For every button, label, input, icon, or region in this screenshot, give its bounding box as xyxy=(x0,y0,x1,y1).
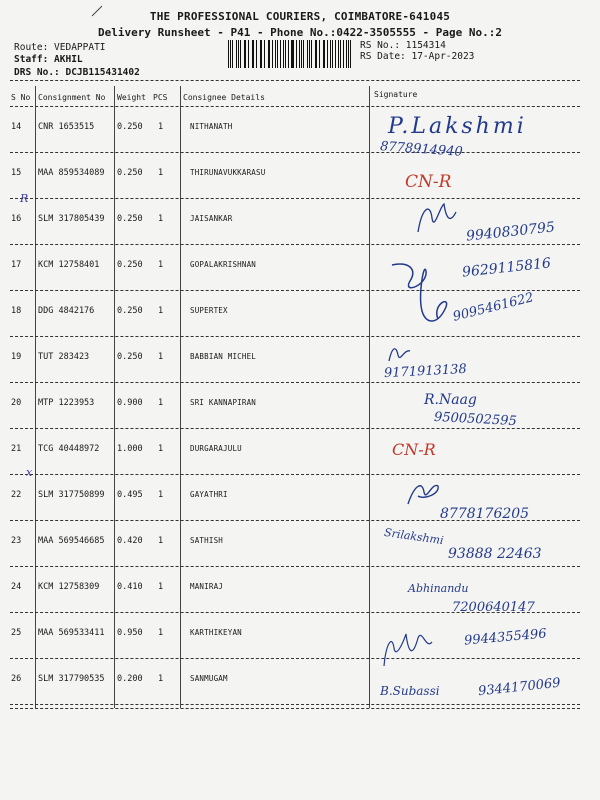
row-separator xyxy=(10,198,580,199)
row-pcs: 1 xyxy=(158,536,164,546)
row-consignment-no: KCM 12758401 xyxy=(38,260,100,270)
row-consignee: BABBIAN MICHEL xyxy=(190,352,257,361)
row-sno: 17 xyxy=(11,260,22,270)
col-divider xyxy=(35,86,36,708)
phone-17: 9629115816 xyxy=(461,255,552,281)
row-separator xyxy=(10,474,580,475)
tick-mark xyxy=(88,2,108,22)
margin-mark-x: x xyxy=(26,466,33,479)
row-separator xyxy=(10,152,580,153)
barcode-bar xyxy=(264,40,265,68)
row-weight: 0.250 xyxy=(117,352,143,362)
signature-22-scribble xyxy=(404,476,444,510)
row-weight: 0.250 xyxy=(117,260,143,270)
row-consignment-no: DDG 4842176 xyxy=(38,306,95,316)
col-consignment: Consignment No xyxy=(38,93,106,102)
col-divider xyxy=(114,86,115,708)
row-consignment-no: MAA 569533411 xyxy=(38,628,105,638)
barcode-bar xyxy=(240,40,241,68)
row-consignment-no: SLM 317805439 xyxy=(38,214,105,224)
row-sno: 26 xyxy=(11,674,22,684)
row-pcs: 1 xyxy=(158,490,164,500)
row-consignment-no: MAA 859534089 xyxy=(38,168,105,178)
row-separator xyxy=(10,290,580,291)
col-pcs: PCS xyxy=(153,93,168,102)
route-label: Route: VEDAPPATI xyxy=(14,42,106,53)
phone-20: 9500502595 xyxy=(433,409,518,430)
phone-18: 9095461622 xyxy=(451,290,536,325)
row-separator xyxy=(10,704,580,705)
row-sno: 16 xyxy=(11,214,22,224)
barcode xyxy=(228,40,354,68)
barcode-bar xyxy=(343,40,344,68)
row-consignee: MANIRAJ xyxy=(190,582,224,591)
row-sno: 24 xyxy=(11,582,22,592)
row-consignee: SANMUGAM xyxy=(190,674,228,683)
row-consignment-no: MTP 1223953 xyxy=(38,398,95,408)
signature-26: B.Subassi xyxy=(380,684,440,698)
row-separator xyxy=(10,244,580,245)
row-pcs: 1 xyxy=(158,214,164,224)
barcode-bar xyxy=(350,40,351,68)
phone-24: 7200640147 xyxy=(452,600,535,615)
header-rule-bottom xyxy=(10,106,580,107)
margin-mark-r: R xyxy=(20,192,29,205)
rs-number: RS No.: 1154314 xyxy=(360,40,446,51)
row-pcs: 1 xyxy=(158,628,164,638)
row-separator xyxy=(10,566,580,567)
row-weight: 0.420 xyxy=(117,536,143,546)
col-signature: Signature xyxy=(374,90,418,99)
col-weight: Weight xyxy=(117,93,146,102)
row-sno: 22 xyxy=(11,490,22,500)
row-pcs: 1 xyxy=(158,260,164,270)
row-pcs: 1 xyxy=(158,306,164,316)
phone-23: 93888 22463 xyxy=(448,546,542,562)
row-sno: 14 xyxy=(11,122,22,132)
barcode-bar xyxy=(285,40,286,68)
col-divider xyxy=(369,86,370,708)
barcode-bar xyxy=(309,40,310,68)
row-pcs: 1 xyxy=(158,444,164,454)
row-sno: 20 xyxy=(11,398,22,408)
row-pcs: 1 xyxy=(158,398,164,408)
row-weight: 0.950 xyxy=(117,628,143,638)
row-consignee: DURGARAJULU xyxy=(190,444,242,453)
row-sno: 21 xyxy=(11,444,22,454)
note-21: CN-R xyxy=(392,440,436,459)
row-pcs: 1 xyxy=(158,122,164,132)
row-weight: 0.250 xyxy=(117,306,143,316)
drs-number: DRS No.: DCJB115431402 xyxy=(14,67,140,78)
row-sno: 15 xyxy=(11,168,22,178)
phone-14: 8778914940 xyxy=(379,139,464,160)
row-weight: 0.250 xyxy=(117,168,143,178)
row-consignee: JAISANKAR xyxy=(190,214,233,223)
row-sno: 23 xyxy=(11,536,22,546)
barcode-bar xyxy=(236,40,237,68)
col-divider xyxy=(180,86,181,708)
footer-rule xyxy=(10,708,580,709)
row-consignee: GOPALAKRISHNAN xyxy=(190,260,257,269)
signature-19-scribble xyxy=(386,343,414,365)
barcode-bar xyxy=(228,40,229,68)
signature-17-scribble xyxy=(388,255,458,335)
phone-19: 9171913138 xyxy=(383,361,468,382)
row-pcs: 1 xyxy=(158,352,164,362)
signature-14: P.Lakshmi xyxy=(388,114,527,139)
row-pcs: 1 xyxy=(158,168,164,178)
barcode-bar xyxy=(248,40,249,68)
barcode-bar xyxy=(324,40,325,68)
row-consignee: NITHANATH xyxy=(190,122,233,131)
barcode-bar xyxy=(330,40,331,68)
signature-16-scribble xyxy=(410,198,460,238)
phone-26: 9344170069 xyxy=(477,675,562,700)
row-consignment-no: KCM 12758309 xyxy=(38,582,100,592)
row-weight: 0.200 xyxy=(117,674,143,684)
staff-label: Staff: AKHIL xyxy=(14,54,83,65)
barcode-bar xyxy=(275,40,276,68)
barcode-bar xyxy=(253,40,254,68)
signature-23: Srilakshmi xyxy=(383,525,445,548)
row-weight: 1.000 xyxy=(117,444,143,454)
barcode-bar xyxy=(316,40,317,68)
row-consignment-no: MAA 569546685 xyxy=(38,536,105,546)
row-consignee: THIRUNAVUKKARASU xyxy=(190,168,266,177)
row-consignee: SUPERTEX xyxy=(190,306,228,315)
row-weight: 0.495 xyxy=(117,490,143,500)
row-consignee: SRI KANNAPIRAN xyxy=(190,398,257,407)
row-separator xyxy=(10,382,580,383)
phone-25: 9944355496 xyxy=(463,626,548,649)
row-consignee: GAYATHRI xyxy=(190,490,228,499)
barcode-bar xyxy=(338,40,339,68)
row-consignment-no: CNR 1653515 xyxy=(38,122,95,132)
phone-22: 8778176205 xyxy=(440,506,530,522)
row-weight: 0.250 xyxy=(117,214,143,224)
row-consignment-no: SLM 317750899 xyxy=(38,490,105,500)
barcode-bar xyxy=(277,40,278,68)
barcode-bar xyxy=(292,40,293,68)
signature-24: Abhinandu xyxy=(408,582,469,595)
row-separator xyxy=(10,428,580,429)
barcode-bar xyxy=(299,40,300,68)
barcode-bar xyxy=(307,40,308,68)
row-weight: 0.900 xyxy=(117,398,143,408)
runsheet-subtitle: Delivery Runsheet - P41 - Phone No.:0422-3505555 - Page No.:2 xyxy=(98,26,502,39)
company-title: THE PROFESSIONAL COURIERS, COIMBATORE-641045 xyxy=(149,10,451,23)
col-consignee: Consignee Details xyxy=(183,93,265,102)
row-consignee: SATHISH xyxy=(190,536,224,545)
row-consignment-no: SLM 317790535 xyxy=(38,674,105,684)
signature-20: R.Naag xyxy=(424,392,477,408)
row-sno: 18 xyxy=(11,306,22,316)
note-15: CN-R xyxy=(405,172,452,192)
row-pcs: 1 xyxy=(158,674,164,684)
col-sno: S No xyxy=(11,93,31,102)
phone-16: 9940830795 xyxy=(465,219,556,245)
row-consignment-no: TUT 283423 xyxy=(38,352,90,362)
row-sno: 25 xyxy=(11,628,22,638)
row-weight: 0.410 xyxy=(117,582,143,592)
row-sno: 19 xyxy=(11,352,22,362)
row-pcs: 1 xyxy=(158,582,164,592)
row-separator xyxy=(10,336,580,337)
signature-25-scribble xyxy=(378,620,438,674)
row-separator xyxy=(10,658,580,659)
row-consignment-no: TCG 40448972 xyxy=(38,444,100,454)
barcode-bar xyxy=(261,40,262,68)
row-weight: 0.250 xyxy=(117,122,143,132)
rs-date: RS Date: 17-Apr-2023 xyxy=(360,51,475,62)
row-consignee: KARTHIKEYAN xyxy=(190,628,242,637)
header-rule-top xyxy=(10,80,580,81)
